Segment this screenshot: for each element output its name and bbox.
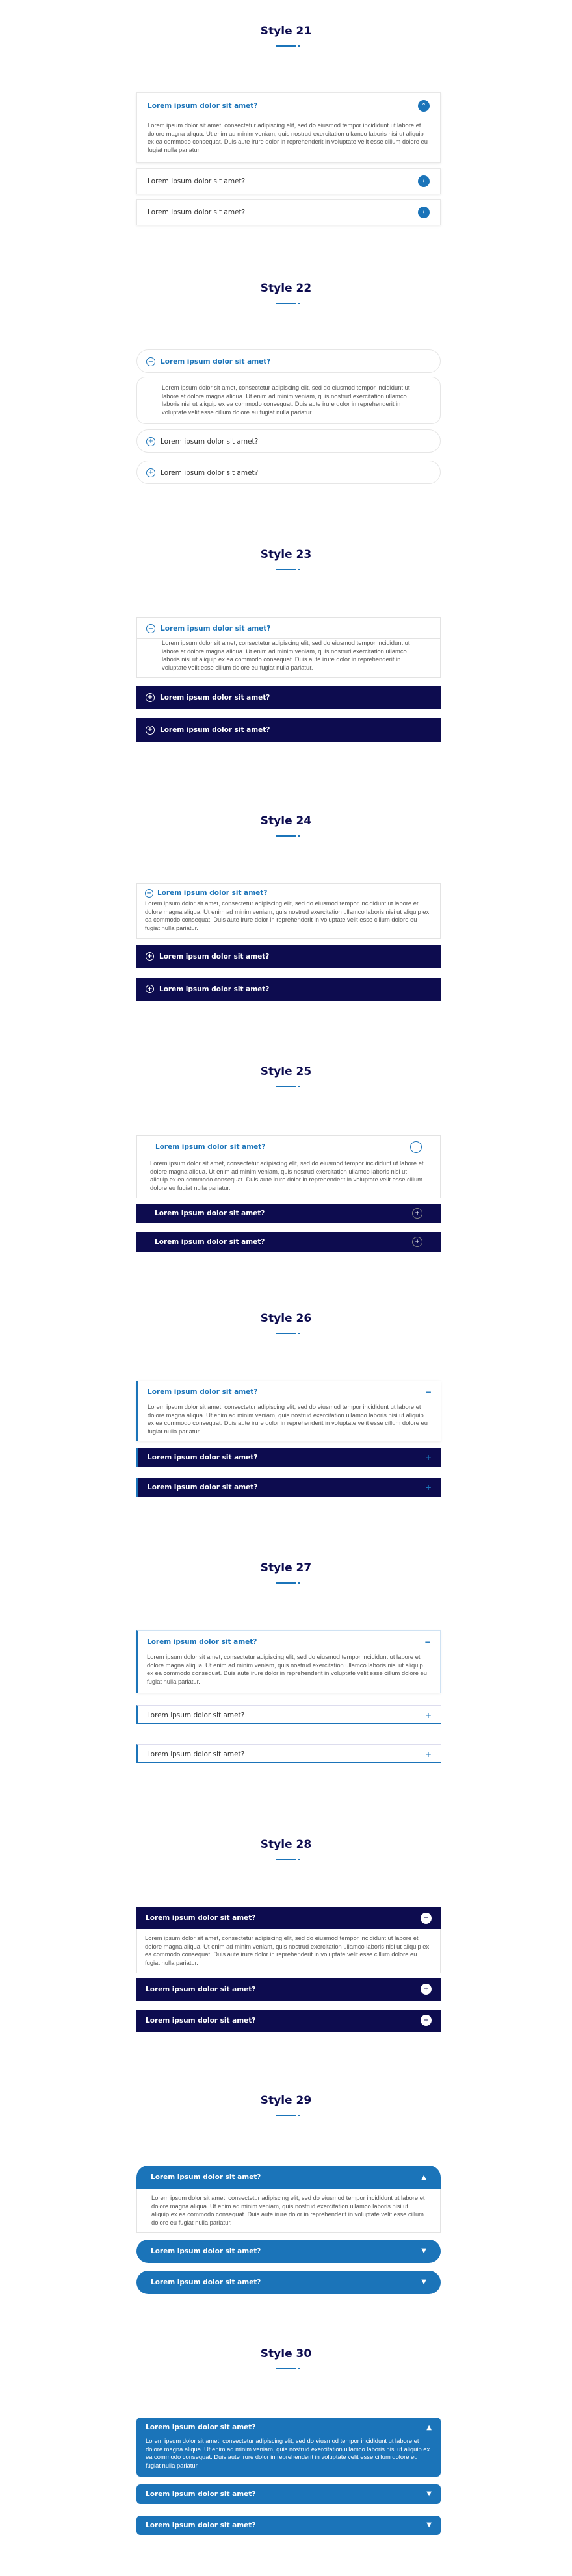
plus-icon[interactable]: + xyxy=(146,468,155,477)
plus-icon[interactable]: + xyxy=(412,1237,422,1247)
title-divider xyxy=(276,1086,296,1087)
plus-icon[interactable]: + xyxy=(146,437,155,446)
accordion-question[interactable] xyxy=(138,1478,441,1497)
accordion-item[interactable] xyxy=(136,1448,441,1467)
accordion-answer: Lorem ipsum dolor sit amet, consectetur adipiscing elit, sed do eiusmod tempor incididunt ut labore et dolore magna aliqua. Ut enim ad minim veniam, quis nostrud exercitation ullamco laboris nisi ut aliquip ex ea commodo consequat. Duis aute irure dolor in reprehenderit in voluptate velit esse cillum dolore eu fugiat nulla pariatur. xyxy=(136,639,441,678)
accordion xyxy=(136,1907,441,2032)
accordion-item[interactable] xyxy=(136,2516,441,2535)
accordion-answer: Lorem ipsum dolor sit amet, consectetur adipiscing elit, sed do eiusmod tempor incididunt ut labore et dolore magna aliqua. Ut enim ad minim veniam, quis nostrud exercitation ullamco laboris nisi ut aliquip ex ea commodo consequat. Duis aute irure dolor in reprehenderit in voluptate velit esse cillum dolore eu fugiat nulla pariatur. xyxy=(148,1403,428,1435)
plus-icon[interactable]: + xyxy=(421,2015,432,2026)
accordion-item-open xyxy=(136,92,441,163)
accordion-question[interactable] xyxy=(138,1381,441,1403)
accordion-question[interactable] xyxy=(137,93,440,119)
plus-icon[interactable]: + xyxy=(421,1984,432,1995)
question-text: Lorem ipsum dolor sit amet? xyxy=(146,2423,256,2431)
accordion-answer: Lorem ipsum dolor sit amet, consectetur adipiscing elit, sed do eiusmod tempor incididunt ut labore et dolore magna aliqua. Ut enim ad minim veniam, quis nostrud exercitation ullamco laboris nisi ut aliquip ex ea commodo consequat. Duis aute irure dolor in reprehenderit in voluptate velit esse cillum dolore eu fugiat nulla pariatur. xyxy=(145,900,430,932)
minus-icon[interactable]: − xyxy=(424,1387,432,1396)
title-divider xyxy=(276,303,296,304)
section-title: Style 25 xyxy=(260,1065,312,1078)
accordion-item-open xyxy=(136,2166,441,2233)
accordion-item[interactable] xyxy=(136,1204,441,1223)
title-divider xyxy=(276,1582,296,1584)
question-text: Lorem ipsum dolor sit amet? xyxy=(147,1750,245,1758)
accordion-answer: Lorem ipsum dolor sit amet, consectetur adipiscing elit, sed do eiusmod tempor incididunt ut labore et dolore magna aliqua. Ut enim ad minim veniam, quis nostrud exercitation ullamco laboris nisi ut aliquip ex ea commodo consequat. Duis aute irure dolor in reprehenderit in voluptate velit esse cillum dolore eu fugiat nulla pariatur. xyxy=(146,2437,430,2469)
title-divider xyxy=(276,2368,296,2369)
accordion-item[interactable] xyxy=(136,461,441,484)
accordion-item[interactable] xyxy=(136,2240,441,2263)
accordion-answer: Lorem ipsum dolor sit amet, consectetur adipiscing elit, sed do eiusmod tempor incididunt ut labore et dolore magna aliqua. Ut enim ad minim veniam, quis nostrud exercitation ullamco laboris nisi ut aliquip ex ea commodo consequat. Duis aute irure dolor in reprehenderit in voluptate velit esse cillum dolore eu fugiat nulla pariatur. xyxy=(147,1653,427,1686)
question-text: Lorem ipsum dolor sit amet? xyxy=(161,468,259,477)
section-title: Style 21 xyxy=(260,25,312,38)
accordion-item[interactable] xyxy=(136,429,441,453)
accordion-item-open xyxy=(136,1630,441,1693)
accordion-question[interactable] xyxy=(146,350,431,373)
accordion xyxy=(136,349,441,484)
accordion xyxy=(136,1630,441,1763)
question-text: Lorem ipsum dolor sit amet? xyxy=(161,358,271,366)
minus-icon[interactable]: − xyxy=(145,889,153,898)
accordion-item[interactable] xyxy=(136,1744,441,1763)
section-title: Style 26 xyxy=(260,1312,312,1325)
accordion-question[interactable] xyxy=(136,2271,441,2294)
accordion-item-open[interactable] xyxy=(136,349,441,373)
question-text: Lorem ipsum dolor sit amet? xyxy=(161,625,271,633)
accordion-question[interactable] xyxy=(136,2010,441,2032)
section-title: Style 22 xyxy=(260,282,312,295)
accordion-answer: Lorem ipsum dolor sit amet, consectetur adipiscing elit, sed do eiusmod tempor incididunt ut labore et dolore magna aliqua. Ut enim ad minim veniam, quis nostrud exercitation ullamco laboris nisi ut aliquip ex ea commodo consequat. Duis aute irure dolor in reprehenderit in voluptate velit esse cillum dolore eu fugiat nulla pariatur. xyxy=(148,121,428,154)
chevron-down-icon[interactable]: ▼ xyxy=(421,2279,426,2286)
plus-icon[interactable]: + xyxy=(424,1482,432,1492)
accordion-question[interactable] xyxy=(138,1631,440,1653)
accordion xyxy=(136,1135,441,1252)
accordion xyxy=(136,883,441,1001)
question-text: Lorem ipsum dolor sit amet? xyxy=(159,952,270,961)
question-text: Lorem ipsum dolor sit amet? xyxy=(157,889,268,897)
accordion-question[interactable] xyxy=(145,888,432,898)
accordion-item[interactable] xyxy=(136,2484,441,2504)
accordion-answer: Lorem ipsum dolor sit amet, consectetur adipiscing elit, sed do eiusmod tempor incididunt ut labore et dolore magna aliqua. Ut enim ad minim veniam, quis nostrud exercitation ullamco laboris nisi ut aliquip ex ea commodo consequat. Duis aute irure dolor in reprehenderit in voluptate velit esse cillum dolore eu fugiat nulla pariatur. xyxy=(150,1159,424,1192)
accordion-item-open xyxy=(136,883,441,939)
accordion xyxy=(136,617,441,742)
question-text: Lorem ipsum dolor sit amet? xyxy=(146,2016,256,2025)
question-text: Lorem ipsum dolor sit amet? xyxy=(151,2173,261,2181)
accordion-question[interactable] xyxy=(138,1448,441,1467)
title-divider xyxy=(276,1859,296,1860)
accordion-answer: Lorem ipsum dolor sit amet, consectetur adipiscing elit, sed do eiusmod tempor incididunt ut labore et dolore magna aliqua. Ut enim ad minim veniam, quis nostrud exercitation ullamco laboris nisi ut aliquip ex ea commodo consequat. Duis aute irure dolor in reprehenderit in voluptate velit esse cillum dolore eu fugiat nulla pariatur. xyxy=(136,2189,441,2233)
accordion-question[interactable] xyxy=(146,945,432,968)
question-text: Lorem ipsum dolor sit amet? xyxy=(146,1985,256,1993)
accordion-item[interactable] xyxy=(136,199,441,225)
section-title: Style 24 xyxy=(260,814,312,827)
accordion-question[interactable] xyxy=(136,1907,441,1929)
minus-icon[interactable] xyxy=(410,1141,422,1153)
question-text: Lorem ipsum dolor sit amet? xyxy=(146,2490,256,2498)
accordion-item[interactable] xyxy=(136,945,441,968)
accordion-question[interactable] xyxy=(146,430,431,453)
section-title: Style 23 xyxy=(260,548,312,561)
accordion-question[interactable] xyxy=(136,1232,441,1252)
question-text: Lorem ipsum dolor sit amet? xyxy=(146,2521,256,2529)
question-text: Lorem ipsum dolor sit amet? xyxy=(160,693,270,701)
accordion-item[interactable] xyxy=(136,1232,441,1252)
accordion-item[interactable] xyxy=(136,2010,441,2032)
accordion-question[interactable] xyxy=(137,200,440,225)
question-text: Lorem ipsum dolor sit amet? xyxy=(161,437,259,446)
plus-icon[interactable]: + xyxy=(146,952,154,961)
question-text: Lorem ipsum dolor sit amet? xyxy=(147,1711,245,1719)
question-text: Lorem ipsum dolor sit amet? xyxy=(148,177,246,185)
accordion-item[interactable] xyxy=(136,2271,441,2294)
accordion-item[interactable] xyxy=(136,1705,441,1724)
accordion-item[interactable] xyxy=(136,686,441,709)
plus-icon[interactable]: + xyxy=(146,726,155,735)
question-text: Lorem ipsum dolor sit amet? xyxy=(148,1453,258,1461)
accordion-question[interactable] xyxy=(146,686,432,709)
title-divider xyxy=(276,1333,296,1334)
chevron-down-icon[interactable]: ▼ xyxy=(421,2247,426,2255)
section-title: Style 30 xyxy=(260,2347,312,2360)
plus-icon[interactable]: + xyxy=(424,1749,432,1759)
accordion-question[interactable] xyxy=(146,718,432,742)
accordion xyxy=(136,1381,441,1497)
accordion-answer: Lorem ipsum dolor sit amet, consectetur adipiscing elit, sed do eiusmod tempor incididunt ut labore et dolore magna aliqua. Ut enim ad minim veniam, quis nostrud exercitation ullamco laboris nisi ut aliquip ex ea commodo consequat. Duis aute irure dolor in reprehenderit in voluptate velit esse cillum dolore eu fugiat nulla pariatur. xyxy=(136,1929,441,1973)
accordion-question[interactable] xyxy=(136,2240,441,2263)
accordion-item[interactable] xyxy=(136,168,441,194)
accordion-question[interactable] xyxy=(136,2418,441,2437)
question-text: Lorem ipsum dolor sit amet? xyxy=(148,1483,258,1491)
accordion-item-open xyxy=(136,2418,441,2477)
question-text: Lorem ipsum dolor sit amet? xyxy=(159,985,270,993)
section-title: Style 28 xyxy=(260,1838,312,1851)
question-text: Lorem ipsum dolor sit amet? xyxy=(148,208,246,216)
accordion-header[interactable] xyxy=(136,2166,441,2189)
accordion-item[interactable] xyxy=(136,1478,441,1497)
accordion xyxy=(136,2418,441,2535)
accordion-item-open xyxy=(136,1381,441,1441)
question-text: Lorem ipsum dolor sit amet? xyxy=(155,1143,266,1151)
accordion-answer: Lorem ipsum dolor sit amet, consectetur adipiscing elit, sed do eiusmod tempor incididunt ut labore et dolore magna aliqua. Ut enim ad minim veniam, quis nostrud exercitation ullamco laboris nisi ut aliquip ex ea commodo consequat. Duis aute irure dolor in reprehenderit in voluptate velit esse cillum dolore eu fugiat nulla pariatur. xyxy=(136,377,441,424)
accordion-item[interactable] xyxy=(136,978,441,1001)
question-text: Lorem ipsum dolor sit amet? xyxy=(160,726,270,734)
section-title: Style 29 xyxy=(260,2094,312,2107)
chevron-right-icon[interactable]: › xyxy=(418,207,430,218)
chevron-up-icon[interactable]: ▲ xyxy=(426,2423,432,2431)
chevron-right-icon[interactable]: › xyxy=(418,175,430,187)
accordion-item[interactable] xyxy=(136,718,441,742)
accordion-question[interactable] xyxy=(146,461,431,485)
title-divider xyxy=(276,45,296,47)
question-text: Lorem ipsum dolor sit amet? xyxy=(147,1638,257,1646)
title-divider xyxy=(276,569,296,570)
section-title: Style 27 xyxy=(260,1561,312,1574)
accordion-item-open[interactable] xyxy=(136,1907,441,1929)
accordion-question[interactable] xyxy=(146,618,431,640)
accordion-question[interactable] xyxy=(136,2166,441,2189)
plus-icon[interactable]: + xyxy=(146,693,155,702)
question-text: Lorem ipsum dolor sit amet? xyxy=(148,102,258,110)
accordion xyxy=(136,2166,441,2294)
plus-icon[interactable]: + xyxy=(412,1208,422,1219)
plus-icon[interactable]: + xyxy=(146,985,154,993)
accordion-item[interactable] xyxy=(136,1978,441,2001)
plus-icon[interactable]: + xyxy=(424,1452,432,1462)
title-divider xyxy=(276,835,296,837)
accordion-item-open[interactable] xyxy=(136,617,441,639)
accordion-question[interactable] xyxy=(136,2516,441,2535)
question-text: Lorem ipsum dolor sit amet? xyxy=(151,2247,261,2255)
minus-icon[interactable]: − xyxy=(424,1637,431,1647)
chevron-down-icon[interactable]: ▼ xyxy=(426,2521,432,2529)
question-text: Lorem ipsum dolor sit amet? xyxy=(146,1914,256,1922)
question-text: Lorem ipsum dolor sit amet? xyxy=(151,2278,261,2286)
minus-icon[interactable]: − xyxy=(421,1913,432,1924)
accordion-question[interactable] xyxy=(137,1136,440,1158)
accordion-question[interactable] xyxy=(138,1745,441,1764)
minus-icon[interactable]: − xyxy=(146,357,155,366)
question-text: Lorem ipsum dolor sit amet? xyxy=(155,1209,265,1217)
title-divider xyxy=(276,2115,296,2116)
accordion-question[interactable] xyxy=(137,169,440,194)
question-text: Lorem ipsum dolor sit amet? xyxy=(148,1388,258,1396)
accordion-question[interactable] xyxy=(136,1978,441,2001)
plus-icon[interactable]: + xyxy=(424,1710,432,1720)
minus-icon[interactable]: − xyxy=(146,624,155,633)
chevron-down-icon[interactable]: ▼ xyxy=(426,2490,432,2498)
accordion-question[interactable] xyxy=(136,2484,441,2504)
chevron-up-icon[interactable]: ▲ xyxy=(421,2173,426,2181)
chevron-up-icon[interactable]: ⌃ xyxy=(418,100,430,112)
accordion-item-open xyxy=(136,1135,441,1198)
question-text: Lorem ipsum dolor sit amet? xyxy=(155,1237,265,1246)
accordion-question[interactable] xyxy=(138,1706,441,1725)
accordion xyxy=(136,92,441,225)
accordion-question[interactable] xyxy=(146,978,432,1001)
accordion-question[interactable] xyxy=(136,1204,441,1223)
